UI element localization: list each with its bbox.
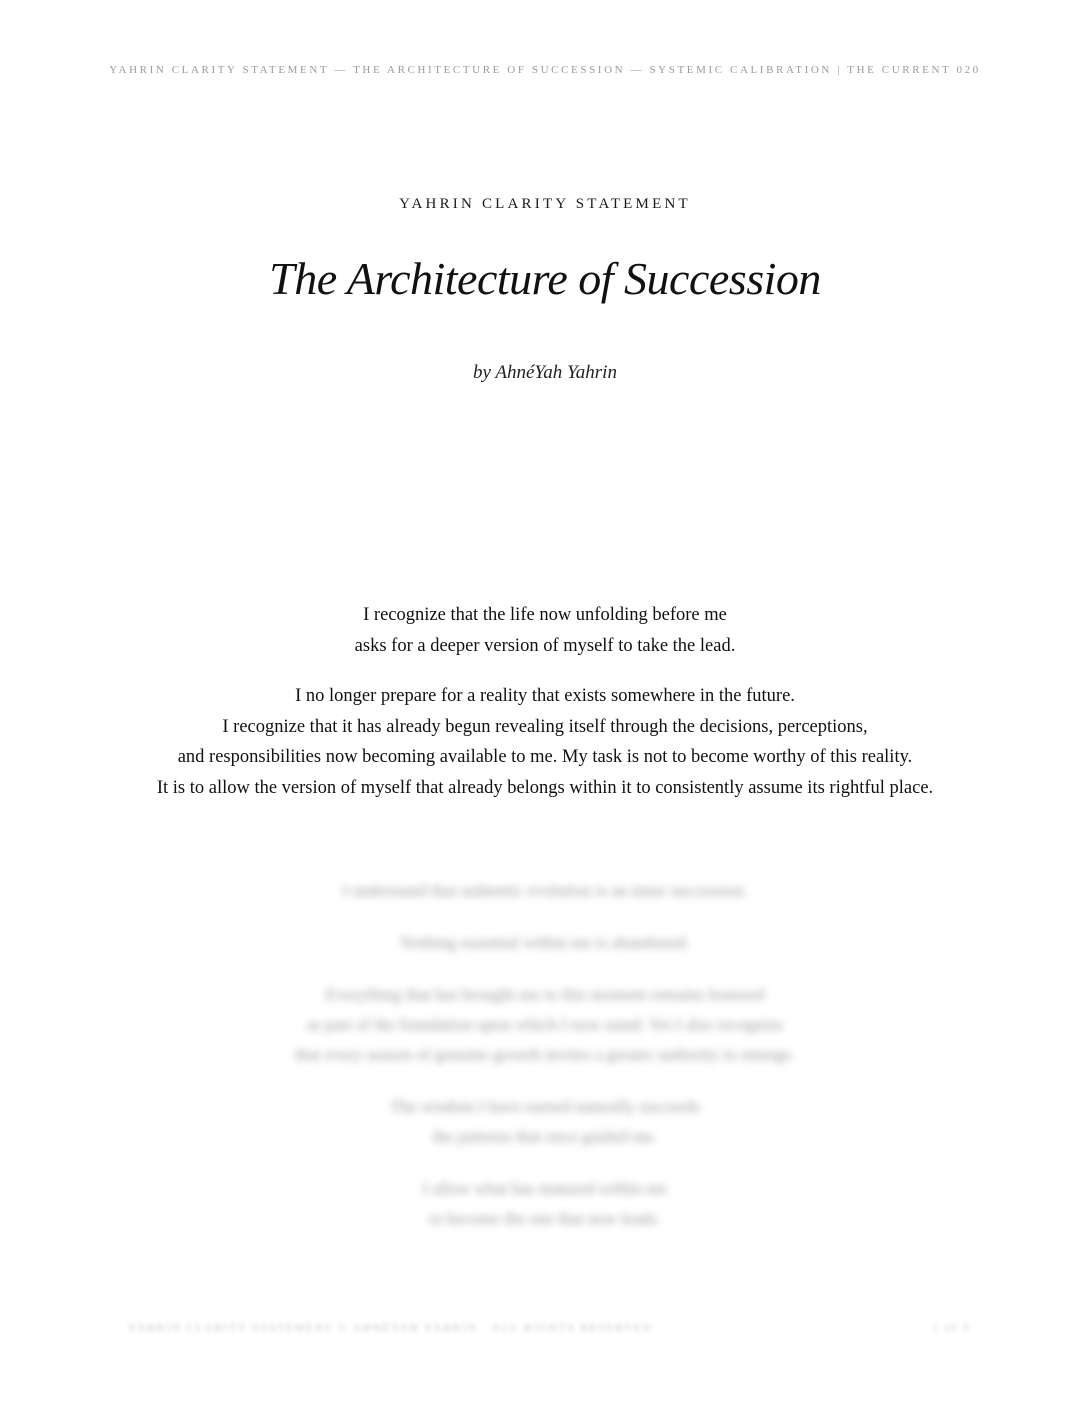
paragraph-line: and responsibilities now becoming available to me. My task is not to become worthy of this reality. (177, 747, 913, 767)
obscured-line: I understand that authentic evolution is an inner succession. (342, 881, 748, 900)
obscured-paragraph-5 (0, 1174, 1090, 1234)
obscured-line: Everything that has brought me to this moment remains honored (325, 985, 765, 1004)
obscured-paragraph-1 (0, 876, 1090, 906)
obscured-statement-body (0, 876, 1090, 1256)
paragraph-line: asks for a deeper version of myself to take the lead. (354, 635, 736, 656)
obscured-line: the patterns that once guided me. (432, 1127, 658, 1146)
obscured-line: Nothing essential within me is abandoned. (400, 933, 690, 952)
footer-page-number: 1 of 3 (932, 1322, 970, 1334)
obscured-line: as part of the foundation upon which I now stand. Yet I also recognize (306, 1015, 784, 1034)
obscured-paragraph-3 (0, 980, 1090, 1070)
paragraph-line: I no longer prepare for a reality that exists somewhere in the future. (295, 686, 795, 706)
running-header: YAHRIN CLARITY STATEMENT — THE ARCHITECTURE OF SUCCESSION — SYSTEMIC CALIBRATION | THE CURRENT 020 (109, 64, 981, 76)
obscured-line: to become the one that now leads. (429, 1209, 661, 1228)
obscured-line: The wisdom I have earned naturally succeeds (390, 1097, 700, 1116)
paragraph-line: It is to allow the version of myself that already belongs within it to consistently assume its rightful place. (156, 777, 934, 798)
obscured-paragraph-4 (0, 1092, 1090, 1152)
paragraph-line: I recognize that the life now unfolding before me (363, 605, 727, 625)
obscured-line: I allow what has matured within me (422, 1179, 668, 1198)
paragraph-2 (0, 681, 1090, 803)
document-byline: by AhnéYah Yahrin (473, 362, 617, 383)
obscured-paragraph-2 (0, 928, 1090, 958)
paragraph-1 (0, 600, 1090, 661)
statement-body (0, 600, 1090, 823)
document-eyebrow: YAHRIN CLARITY STATEMENT (399, 196, 691, 212)
document-title: The Architecture of Succession (269, 253, 821, 304)
paragraph-line: I recognize that it has already begun revealing itself through the decisions, perceptions, (222, 716, 868, 737)
footer-copyright: YAHRIN CLARITY STATEMENT © AHNÉYAH YAHRIN · ALL RIGHTS RESERVED (128, 1322, 653, 1334)
obscured-line: that every season of genuine growth invites a greater authority to emerge. (294, 1045, 796, 1064)
